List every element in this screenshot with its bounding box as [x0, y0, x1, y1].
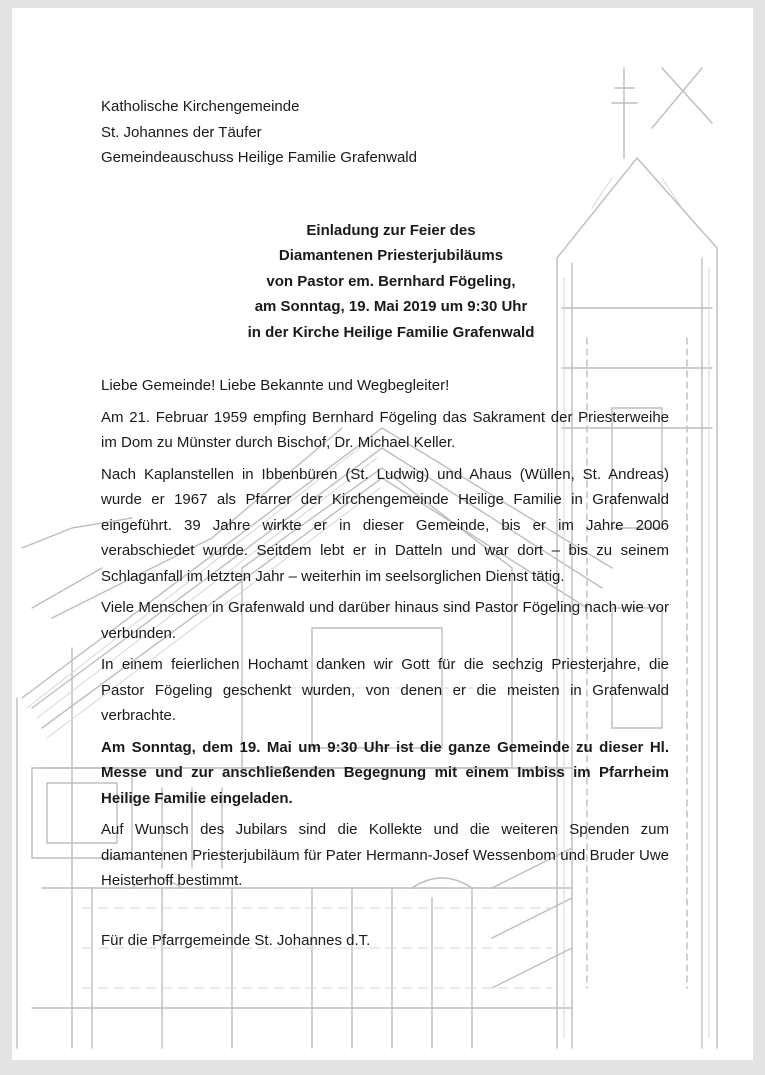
- letter-content: [101, 94, 669, 953]
- body-paragraph: In einem feierlichen Hochamt danken wir Gott für die sechzig Priesterjahre, die Pastor Fögeling geschenkt wurden, von denen er die meisten in Grafenwald verbrachte.: [101, 656, 669, 724]
- title-line: Einladung zur Feier des: [306, 221, 476, 239]
- letterhead: [101, 94, 669, 171]
- body-paragraph: Nach Kaplanstellen in Ibbenbüren (St. Ludwig) und Ahaus (Wüllen, St. Andreas) wurde er 1967 als Pfarrer der Kirchengemeinde Heilige Familie in Grafenwald eingeführt. 39 Jahre wirkte er in dieser Gemeinde, bis er im Jahre 2006 verabschiedet wurde. Seitdem lebt er in Datteln und war dort – bis zu seinem Schlaganfall im letzten Jahr – weiterhin im seelsorglichen Dienst tätig.: [101, 465, 669, 585]
- closing-line: Für die Pfarrgemeinde St. Johannes d.T.: [101, 931, 371, 949]
- invitation-paragraph: Am Sonntag, dem 19. Mai um 9:30 Uhr ist die ganze Gemeinde zu dieser Hl. Messe und zur anschließenden Begegnung mit einem Imbiss im Pfarrheim Heilige Familie eingeladen.: [101, 738, 669, 807]
- body-paragraph: Am 21. Februar 1959 empfing Bernhard Fögeling das Sakrament der Priesterweihe im Dom zu Münster durch Bischof, Dr. Michael Keller.: [101, 408, 669, 451]
- invitation-title: [101, 218, 669, 346]
- title-line: am Sonntag, 19. Mai 2019 um 9:30 Uhr: [254, 298, 528, 315]
- title-line: in der Kirche Heilige Familie Grafenwald: [247, 323, 535, 341]
- letterhead-line: Gemeindeauschuss Heilige Familie Grafenwald: [101, 149, 417, 166]
- letterhead-line: St. Johannes der Täufer: [101, 123, 262, 141]
- greeting: Liebe Gemeinde! Liebe Bekannte und Wegbegleiter!: [101, 377, 450, 394]
- title-line: von Pastor em. Bernhard Fögeling,: [266, 272, 516, 290]
- letter-page: [12, 8, 753, 1060]
- title-line: Diamantenen Priesterjubiläums: [278, 247, 504, 264]
- body-paragraph: Viele Menschen in Grafenwald und darüber hinaus sind Pastor Fögeling nach wie vor verbunden.: [101, 599, 669, 642]
- body-paragraph: Auf Wunsch des Jubilars sind die Kollekte und die weiteren Spenden zum diamantenen Priesterjubiläum für Pater Hermann-Josef Wessenbom und Bruder Uwe Heisterhoff bestimmt.: [101, 821, 669, 889]
- letterhead-line: Katholische Kirchengemeinde: [101, 98, 300, 115]
